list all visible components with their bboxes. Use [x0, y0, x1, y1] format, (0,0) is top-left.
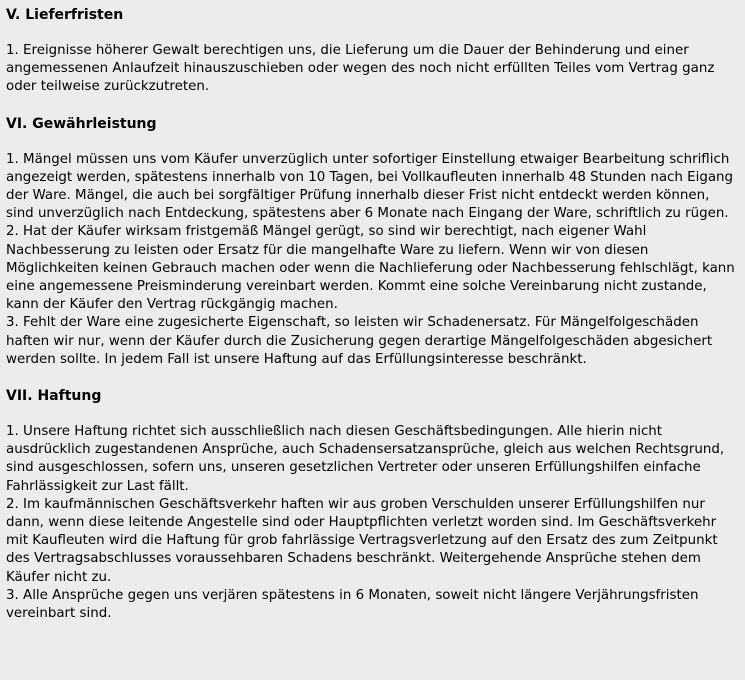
paragraph: 1. Mängel müssen uns vom Käufer unverzüglich unter sofortiger Einstellung etwaiger Bearbeitung schriflich angezeigt werden, spätestens innerhalb von 10 Tagen, bei Vollkaufleuten innerhalb 48 Stunden nach Eigang der Ware. Mängel, die auch bei sorgfältiger Prüfung innerhalb dieser Frist nicht entdeckt werden können, sind unverzüglich nach Entdeckung, spätestens aber 6 Monate nach Eingang der Ware, schriftlich zu rügen. — [6, 151, 734, 222]
paragraph: 2. Im kaufmännischen Geschäftsverkehr haften wir aus groben Verschulden unserer Erfüllungshilfen nur dann, wenn diese leitende Angestelle sind oder Hauptpflichten verletzt worden sind. Im Geschäftsverkehr mit Kaufleuten wird die Haftung für grob fahrlässige Vertragsverletzung auf den Ersatz des zum Zeitpunkt des Vertragsabschlusses voraussehbaren Schadens beschränkt. Weitergehende Ansprüche stehen dem Käufer nicht zu. — [6, 496, 718, 585]
section-body — [6, 423, 739, 623]
paragraph: 1. Unsere Haftung richtet sich ausschließlich nach diesen Geschäftsbedingungen. Alle hierin nicht ausdrücklich zugestandenen Ansprüche, auch Schadensersatzansprüche, gleich aus welchen Rechtsgrund, sind ausgeschlossen, sofern uns, unseren gesetzlichen Vertreter oder unseren Erfüllungshilfen einfache Fahrlässigkeit zur Last fällt. — [6, 424, 725, 494]
section-lieferfristen — [6, 6, 739, 97]
section-heading: V. Lieferfristen — [6, 7, 124, 23]
paragraph: 3. Alle Ansprüche gegen uns verjären spätestens in 6 Monaten, soweit nicht längere Verjährungsfristen vereinbart sind. — [6, 587, 699, 622]
paragraph: 2. Hat der Käufer wirksam fristgemäß Mängel gerügt, so sind wir berechtigt, nach eigener Wahl Nachbesserung zu leisten oder Ersatz für die mangelhafte Ware zu liefern. Wenn wir von diesen Möglichkeiten keinen Gebrauch machen oder wenn die Nachlieferung oder Nachbesserung fehlschlägt, kann eine angemessene Preisminderung vereinbart werden. Kommt eine solche Vereinbarung nicht zustande, kann der Käufer den Vertrag rückgängig machen. — [6, 224, 735, 313]
section-heading: VII. Haftung — [6, 388, 102, 405]
section-heading: VI. Gewährleistung — [6, 115, 157, 132]
section-haftung — [6, 387, 739, 623]
section-gewaehrleistung — [6, 115, 739, 369]
paragraph: 3. Fehlt der Ware eine zugesicherte Eigenschaft, so leisten wir Schadenersatz. Für Mängelfolgeschäden haften wir nur, wenn der Käufer durch die Zusicherung gegen derartige Mängelfolgeschäden abgesichert werden sollte. In jedem Fall ist unsere Haftung auf das Erfüllungsinteresse beschränkt. — [6, 315, 713, 367]
section-body — [6, 151, 739, 369]
paragraph: 1. Ereignisse höherer Gewalt berechtigen uns, die Lieferung um die Dauer der Behinderung und einer angemessenen Anlaufzeit hinauszuschieben oder wegen des noch nicht erfüllten Teiles vom Vertrag ganz oder teilweise zurückzutreten. — [6, 43, 715, 95]
section-body — [6, 42, 739, 97]
